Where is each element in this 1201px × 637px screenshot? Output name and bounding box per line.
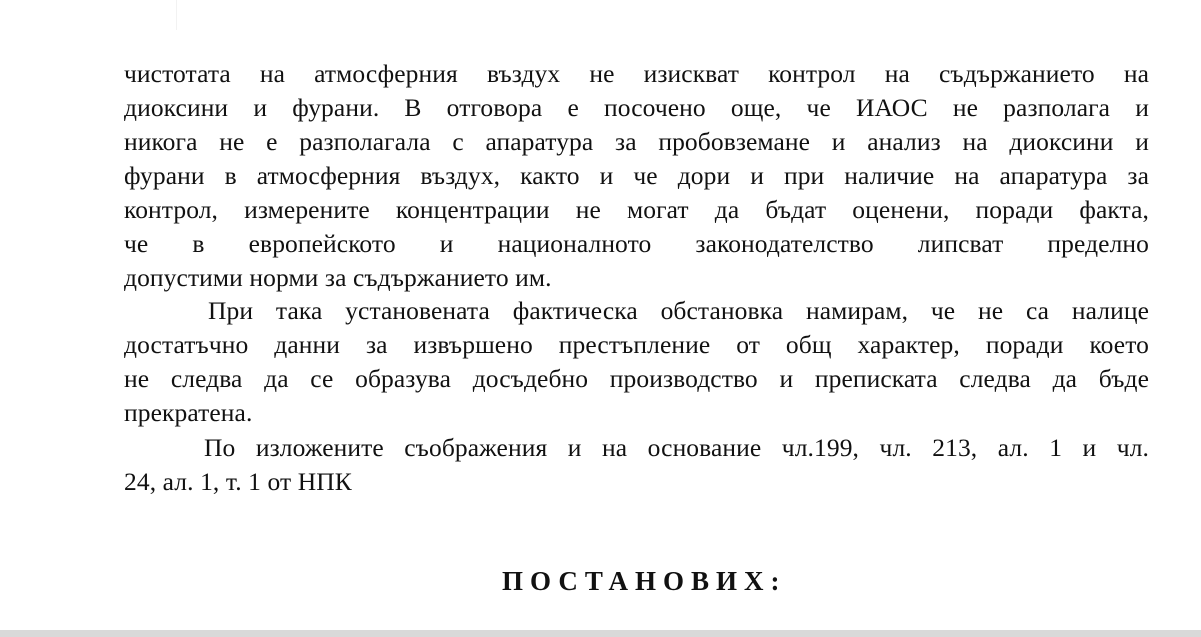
text-line: контрол, измерените концентрации не могат да бъдат оценени, поради факта, [124,195,1149,224]
decision-heading: ПОСТАНОВИХ: [502,566,787,596]
scan-artifact [176,0,177,30]
text-line: че в европейското и националното законодателство липсват пределно [124,229,1149,258]
paragraph-conclusion [124,294,1149,430]
text-line: По изложените съображения и на основание чл.199, чл. 213, ал. 1 и чл. [204,433,1149,462]
text-line: фурани в атмосферния въздух, както и че дори и при наличие на апаратура за [124,161,1149,190]
text-line: достатъчно данни за извършено престъпление от общ характер, поради което [124,330,1149,359]
text-line: прекратена. [124,398,253,427]
text-line: чистотата на атмосферния въздух не изискват контрол на съдържанието на [124,59,1149,88]
text-line: допустими норми за съдържанието им. [124,263,552,292]
text-line: диоксини и фурани. В отговора е посочено още, че ИАОС не разполага и [124,93,1149,122]
text-line: При така установената фактическа обстановка намирам, че не са налице [208,296,1149,325]
text-line: никога не е разполагала с апаратура за пробовземане и анализ на диоксини и [124,127,1149,156]
paragraph-legal-basis [124,431,1149,499]
page-bottom-edge [0,630,1201,637]
text-line: не следва да се образува досъдебно производство и преписката следва да бъде [124,364,1149,393]
paragraph-dioxin-findings [124,57,1149,295]
text-line: 24, ал. 1, т. 1 от НПК [124,467,352,496]
